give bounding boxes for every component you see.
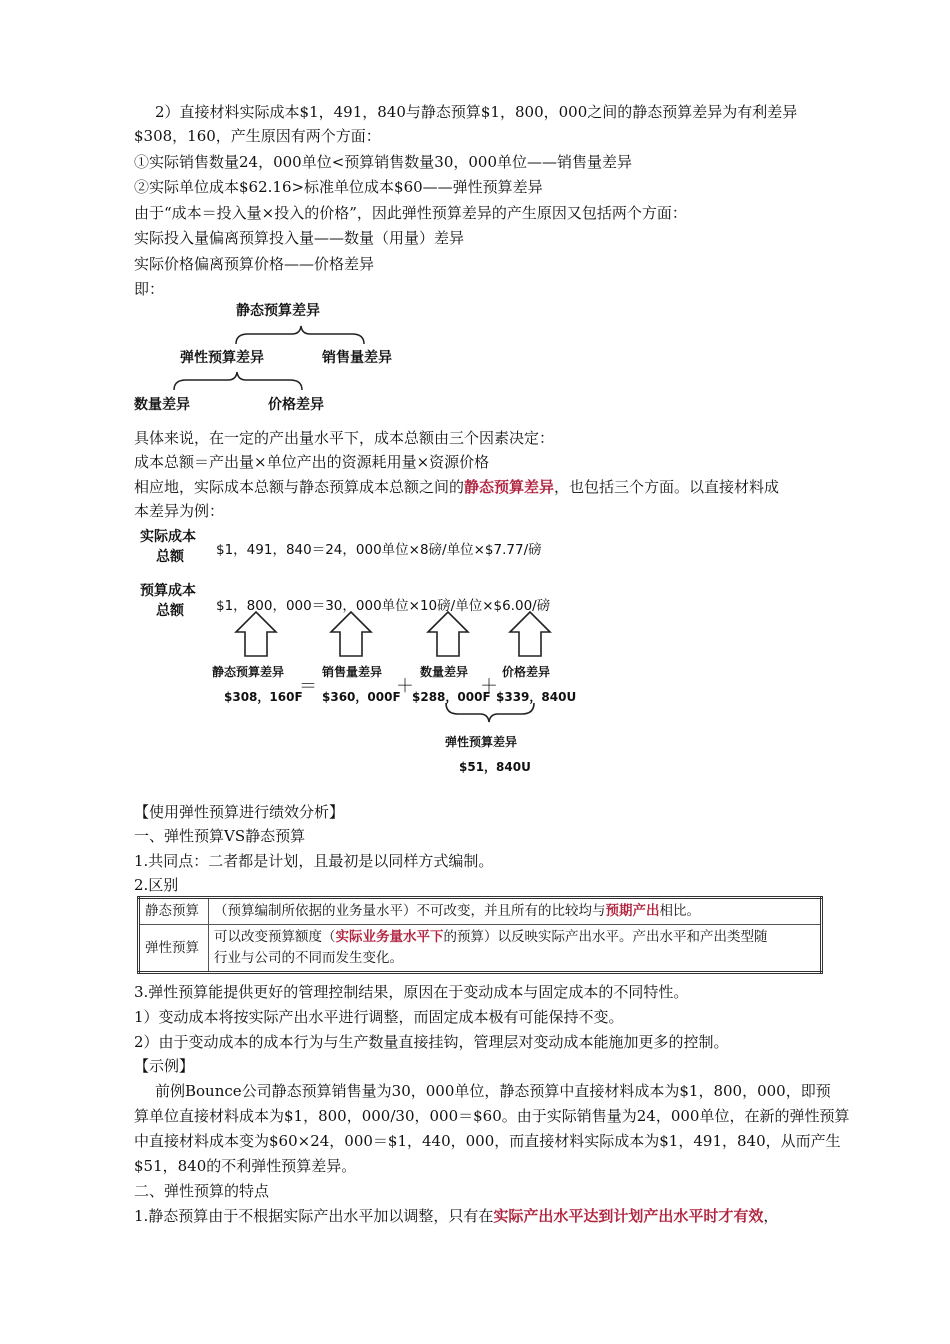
table-row-value <box>209 925 822 973</box>
budget-cost-label-1: 预算成本 <box>140 583 196 599</box>
price-variance-value: $339，840U <box>496 690 577 704</box>
row2-post: 的预算）以反映实际产出水平。产出水平和产出类型随 <box>443 929 768 945</box>
budget-cost-formula: $1，800，000＝30，000单位×10磅/单位×$6.00/磅 <box>216 598 551 614</box>
table-row <box>139 925 822 973</box>
row1-pre: （预算编制所依据的业务量水平）不可改变，并且所有的比较均与 <box>214 903 606 919</box>
cost-line-3-post: ，也包括三个方面。以直接材料成 <box>554 478 780 496</box>
table-row <box>139 898 822 925</box>
equals-sign: ＝ <box>299 676 317 697</box>
cost-line-3-highlight: 静态预算差异 <box>464 478 555 496</box>
table-row-key: 静态预算 <box>139 898 209 925</box>
tree-bottom-left-label: 数量差异 <box>134 397 190 413</box>
up-arrow-icon <box>428 612 468 656</box>
example-line-2: 算单位直接材料成本为$1，800，000/30，000＝$60。由于实际销售量为24，000单位，在新的弹性预算 <box>134 1107 850 1125</box>
intro-line-2: $308，160，产生原因有两个方面： <box>134 127 381 145</box>
quantity-variance-value: $288，000F <box>412 690 491 704</box>
section-point-2: 2.区别 <box>134 876 179 894</box>
section-point-1: 1.共同点：二者都是计划，且最初是以同样方式编制。 <box>134 852 494 870</box>
final-line <box>134 1205 778 1227</box>
after-point-3a: 1）变动成本将按实际产出水平进行调整，而固定成本极有可能保持不变。 <box>134 1008 624 1026</box>
cost-line-2: 成本总额＝产出量×单位产出的资源耗用量×资源价格 <box>134 453 490 471</box>
intro-line-7: 实际价格偏离预算价格——价格差异 <box>134 255 375 273</box>
static-variance-label: 静态预算差异 <box>212 665 285 679</box>
row2-highlight: 实际业务量水平下 <box>335 929 444 945</box>
intro-line-5: 由于“成本＝投入量×投入的价格”，因此弹性预算差异的产生原因又包括两个方面： <box>134 204 687 222</box>
up-arrow-icon <box>236 612 276 656</box>
intro-line-3: ①实际销售数量24，000单位<预算销售数量30，000单位——销售量差异 <box>134 153 633 171</box>
flex-variance-brace <box>446 703 534 722</box>
actual-cost-label-2: 总额 <box>156 549 184 565</box>
intro-line-8: 即： <box>134 280 165 298</box>
up-arrow-icon <box>331 612 371 656</box>
example-line-4: $51，840的不利弹性预算差异。 <box>134 1157 357 1175</box>
row2-line-2: 行业与公司的不同而发生变化。 <box>214 950 403 966</box>
example-line-1: 前例Bounce公司静态预算销售量为30，000单位，静态预算中直接材料成本为$1，800，000，即预 <box>155 1082 831 1100</box>
section-heading: 【使用弹性预算进行绩效分析】 <box>134 803 345 821</box>
after-point-3b: 2）由于变动成本的成本行为与生产数量直接挂钩，管理层对变动成本能施加更多的控制。 <box>134 1033 729 1051</box>
plus-sign-2: ＋ <box>480 676 498 697</box>
row1-post: 相比。 <box>659 903 700 919</box>
intro-line-6: 实际投入量偏离预算投入量——数量（用量）差异 <box>134 229 465 247</box>
section-sub-2: 二、弹性预算的特点 <box>134 1182 270 1200</box>
final-line-post: ， <box>763 1207 779 1225</box>
intro-line-1: 2）直接材料实际成本$1，491，840与静态预算$1，800，000之间的静态预算差异为有利差异 <box>155 103 798 121</box>
tree-mid-right-label: 销售量差异 <box>322 350 392 366</box>
plus-sign-1: ＋ <box>396 676 414 697</box>
table-row-value <box>209 898 822 925</box>
final-line-highlight: 实际产出水平达到计划产出水平时才有效 <box>493 1207 764 1225</box>
budget-cost-label-2: 总额 <box>156 603 184 619</box>
actual-cost-formula: $1，491，840＝24，000单位×8磅/单位×$7.77/磅 <box>216 542 542 558</box>
after-point-3: 3.弹性预算能提供更好的管理控制结果，原因在于变动成本与固定成本的不同特性。 <box>134 983 689 1001</box>
cost-line-1: 具体来说，在一定的产出量水平下，成本总额由三个因素决定： <box>134 429 555 447</box>
flex-variance-value: $51，840U <box>459 760 531 774</box>
flex-variance-label: 弹性预算差异 <box>445 735 518 749</box>
static-variance-value: $308，160F <box>224 690 303 704</box>
intro-line-4: ②实际单位成本$62.16>标准单位成本$60——弹性预算差异 <box>134 178 543 196</box>
tree-bottom-right-label: 价格差异 <box>268 397 324 413</box>
up-arrow-icon <box>510 612 550 656</box>
price-variance-label: 价格差异 <box>502 665 551 679</box>
comparison-table <box>137 896 823 974</box>
table-row-key: 弹性预算 <box>139 925 209 973</box>
example-heading: 【示例】 <box>134 1057 195 1075</box>
cost-line-3-pre: 相应地，实际成本总额与静态预算成本总额之间的 <box>134 478 465 496</box>
volume-variance-value: $360，000F <box>322 690 401 704</box>
example-line-3: 中直接材料成本变为$60×24，000＝$1，440，000，而直接材料实际成本为$1，491，840，从而产生 <box>134 1132 841 1150</box>
cost-line-4: 本差异为例： <box>134 502 225 520</box>
actual-cost-label-1: 实际成本 <box>140 529 196 545</box>
section-sub-1: 一、弹性预算VS静态预算 <box>134 827 306 845</box>
quantity-variance-label: 数量差异 <box>420 665 469 679</box>
tree-mid-left-label: 弹性预算差异 <box>180 350 264 366</box>
row2-pre: 可以改变预算额度（ <box>214 929 336 945</box>
final-line-pre: 1.静态预算由于不根据实际产出水平加以调整，只有在 <box>134 1207 494 1225</box>
volume-variance-label: 销售量差异 <box>322 665 383 679</box>
row1-highlight: 预期产出 <box>605 903 660 919</box>
tree-top-label: 静态预算差异 <box>236 303 320 319</box>
